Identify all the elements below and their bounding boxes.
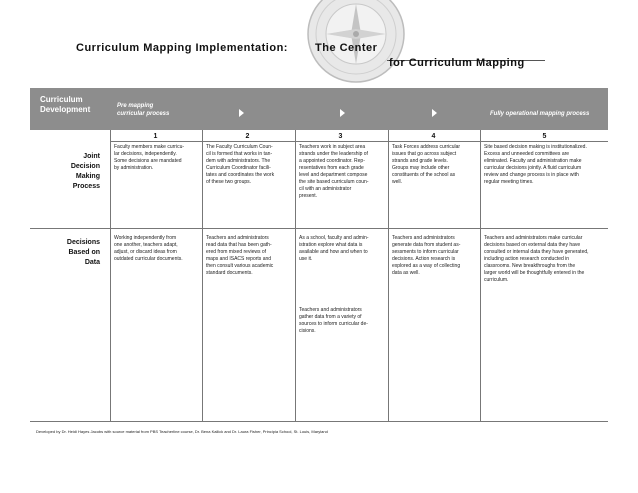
column-divider <box>480 130 481 421</box>
arrow-right-icon <box>340 109 345 117</box>
row-label-decisions-data: Decisions Based on Data <box>66 239 100 266</box>
column-divider <box>202 130 203 421</box>
column-divider <box>110 130 111 421</box>
title-bar <box>0 39 638 59</box>
column-number: 1 <box>153 133 158 140</box>
table-cell: The Faculty Curriculum Coun- cil is formed that works in tan- dem with administrators. The Curriculum Coordinator facili- tates and coordinates the work of these two groups. <box>206 144 275 185</box>
table-cell: Teachers and administrators make curricular decisions based on external data they have consulted or internal data they have generated, including action research conducted in classrooms. New breakthroughs from the larger world will be thoughtfully entered in the curriculum. <box>484 235 589 283</box>
row-divider <box>30 228 608 229</box>
table-cell: Faculty members make curricu- lar decisions, independently. Some decisions are mandated by administration. <box>114 144 185 171</box>
column-number: 3 <box>338 133 343 140</box>
column-number: 2 <box>245 133 250 140</box>
curriculum-development-label: Curriculum Development <box>40 95 91 114</box>
row-label-joint-decision: Joint Decision Making Process <box>70 153 100 190</box>
table-cell-extra: Teachers and administrators gather data from a variety of sources to inform curricular de- cisions. <box>299 307 368 334</box>
column-number: 4 <box>431 133 436 140</box>
column-divider <box>295 130 296 421</box>
table-cell: As a school, faculty and admin- istration explore what data is available and how and when to use it. <box>299 235 369 262</box>
arrow-right-icon <box>432 109 437 117</box>
table-cell: Site based decision making is institutionalized. Excess and unneeded committees are eliminated. Faculty and administration make curricular decisions jointly. A fluid curriculum review and change process is in place with regular meeting times. <box>484 144 587 185</box>
header-bottom-line <box>110 141 608 142</box>
title-right-text: for Curriculum Mapping <box>389 57 525 69</box>
column-number: 5 <box>542 133 547 140</box>
table-cell: Teachers and administrators generate data from student as- sessments to inform curricular decisions. Action research is explored as a way of collecting data as well. <box>392 235 461 276</box>
arrow-right-icon <box>239 109 244 117</box>
premapping-label: Pre mapping curricular process <box>117 103 170 117</box>
title-left-text: Curriculum Mapping Implementation: <box>76 42 288 54</box>
title-center-text: The Center <box>315 42 378 54</box>
table-cell: Working independently from one another, teachers adapt, adjust, or discard ideas from outdated curricular documents. <box>114 235 183 262</box>
footer-credit: Developed by Dr. Heidi Hayes Jacobs with source material from PBS Teacherline course, Dr. Bena Kallick and Dr. Laura Fisher, Principia School, St. Louis, Maryland <box>36 429 328 434</box>
fully-operational-label: Fully operational mapping process <box>490 111 590 117</box>
table-bottom-line <box>30 421 608 422</box>
table-cell: Teachers and administrators read data that has been gath- ered from mixed reviews of maps and ISACS reports and then consult various academic standard documents. <box>206 235 274 276</box>
table-cell: Teachers work in subject area strands under the leadership of a appointed coordinator. Rep- resentatives from each grade level and department compose the site based curriculum coun- cil with an administrator present. <box>299 144 369 199</box>
column-divider <box>388 130 389 421</box>
table-cell: Task Forces address curricular issues that go across subject strands and grade levels. Groups may include other constituents of the school as well. <box>392 144 461 185</box>
